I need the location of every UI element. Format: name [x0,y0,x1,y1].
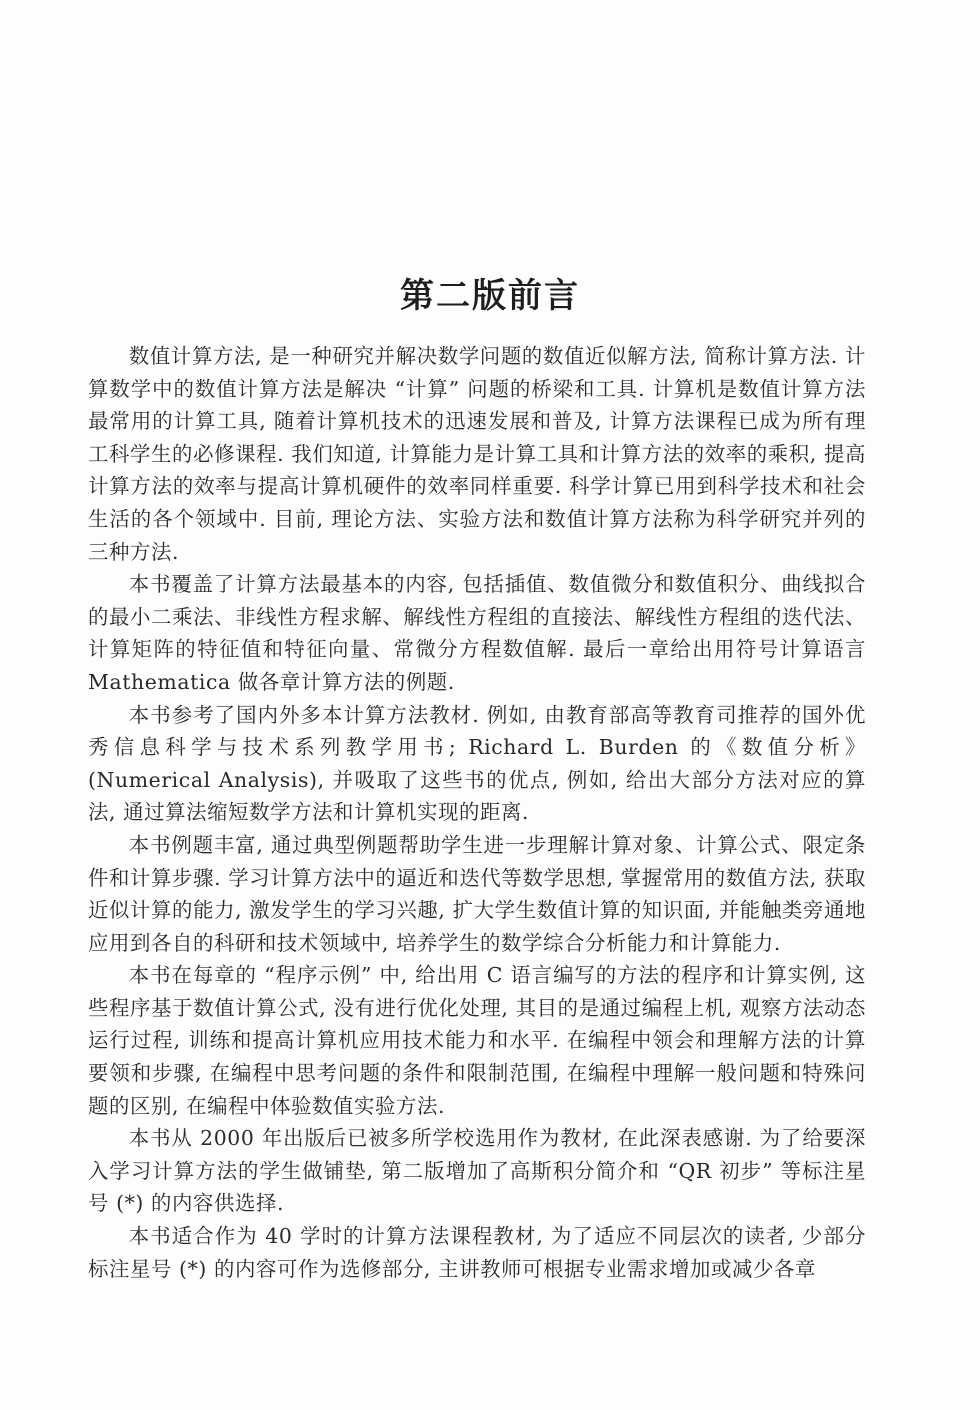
paragraph: 本书从 2000 年出版后已被多所学校选用作为教材, 在此深表感谢. 为了给要深入学习计算方法的学生做铺垫, 第二版增加了高斯积分简介和 “QR 初步” 等标注星号 (*) 的内容供选择. [88,1126,866,1216]
paragraph: 本书覆盖了计算方法最基本的内容, 包括插值、数值微分和数值积分、曲线拟合的最小二乘法、非线性方程求解、解线性方程组的直接法、解线性方程组的迭代法、计算矩阵的特征值和特征向量、常微分方程数值解. 最后一章给出用符号计算语言 Mathematica 做各章计算方法的例题. [88,572,866,694]
page-title: 第二版前言 [400,276,580,316]
preface-body [88,340,866,1285]
paragraph: 本书适合作为 40 学时的计算方法课程教材, 为了适应不同层次的读者, 少部分标注星号 (*) 的内容可作为选修部分, 主讲教师可根据专业需求增加或减少各章 [88,1224,866,1281]
paragraph: 数值计算方法, 是一种研究并解决数学问题的数值近似解方法, 简称计算方法. 计算数学中的数值计算方法是解决 “计算” 问题的桥梁和工具. 计算机是数值计算方法最常用的计算工具, 随着计算机技术的迅速发展和普及, 计算方法课程已成为所有理工科学生的必修课程. 我们知道, 计算能力是计算工具和计算方法的效率的乘积, 提高计算方法的效率与提高计算机硬件的效率同样重要. 科学计算已用到科学技术和社会生活的各个领域中. 目前, 理论方法、实验方法和数值计算方法称为科学研究并列的三种方法. [88,344,866,564]
paragraph: 本书例题丰富, 通过典型例题帮助学生进一步理解计算对象、计算公式、限定条件和计算步骤. 学习计算方法中的逼近和迭代等数学思想, 掌握常用的数值方法, 获取近似计算的能力, 激发学生的学习兴趣, 扩大学生数值计算的知识面, 并能触类旁通地应用到各自的科研和技术领域中, 培养学生的数学综合分析能力和计算能力. [88,832,866,955]
paragraph: 本书在每章的 “程序示例” 中, 给出用 C 语言编写的方法的程序和计算实例, 这些程序基于数值计算公式, 没有进行优化处理, 其目的是通过编程上机, 观察方法动态运行过程, 训练和提高计算机应用技术能力和水平. 在编程中领会和理解方法的计算要领和步骤, 在编程中思考问题的条件和限制范围, 在编程中理解一般问题和特殊问题的区别, 在编程中体验数值实验方法. [88,963,866,1118]
paragraph: 本书参考了国内外多本计算方法教材. 例如, 由教育部高等教育司推荐的国外优秀信息科学与技术系列教学用书; Richard L. Burden 的《数值分析》(Numerical Analysis), 并吸取了这些书的优点, 例如, 给出大部分方法对应的算法, 通过算法缩短数学方法和计算机实现的距离. [88,702,866,825]
